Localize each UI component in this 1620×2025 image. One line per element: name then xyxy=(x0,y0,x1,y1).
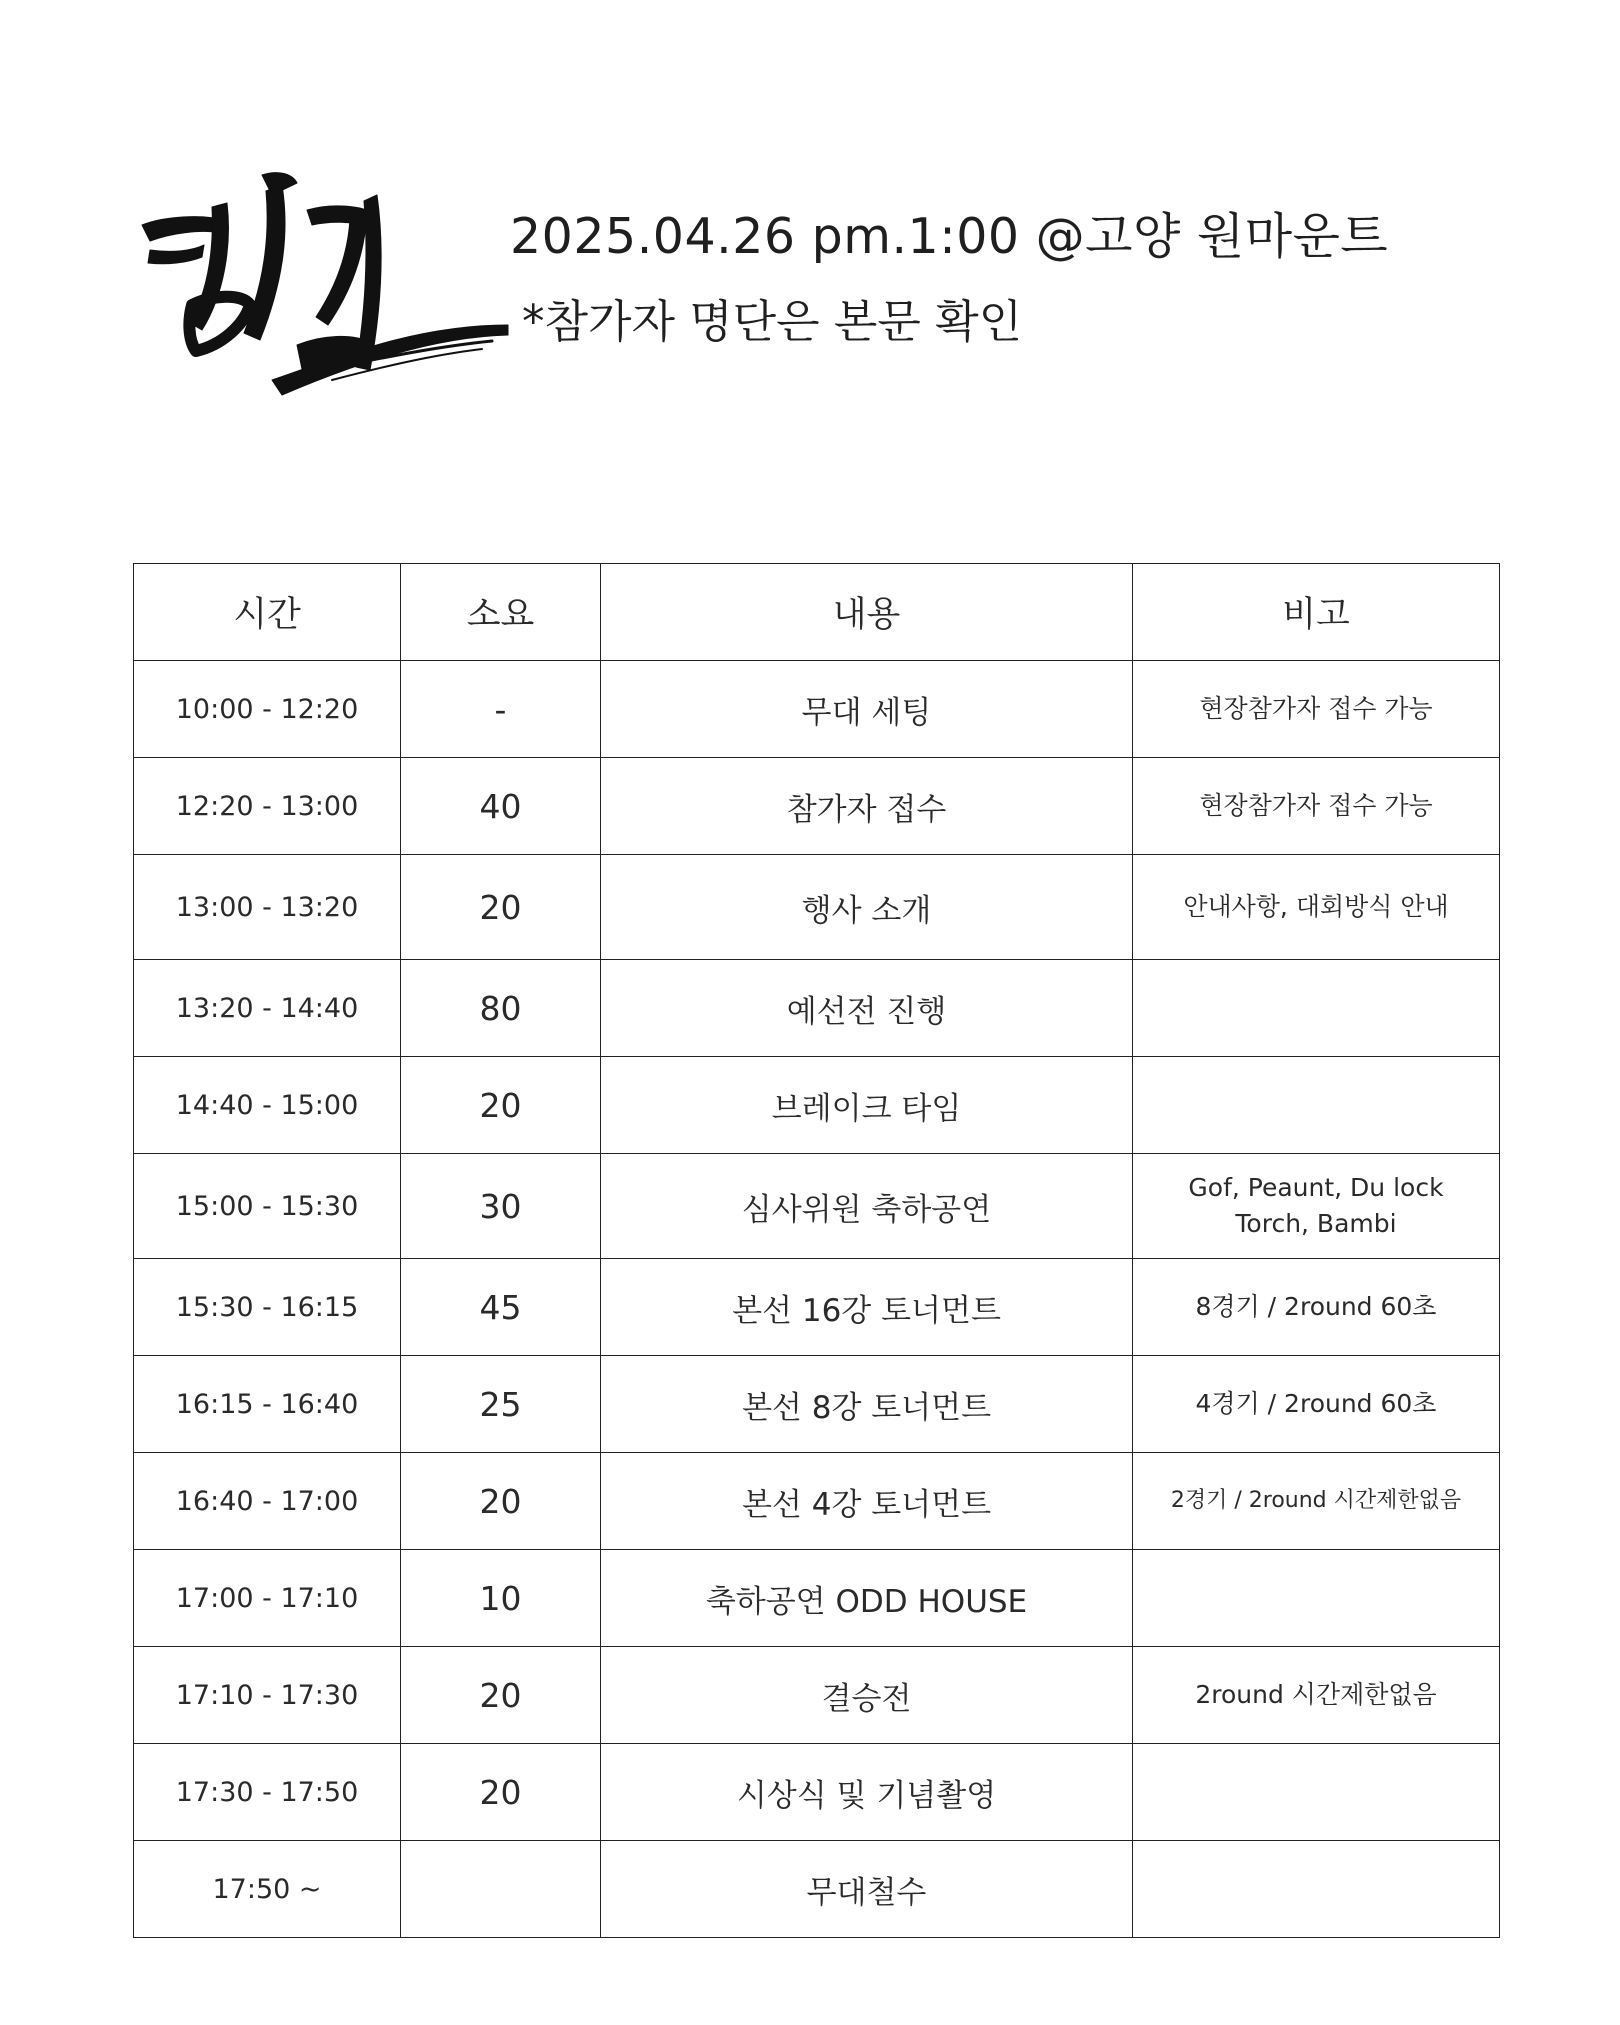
note-cell: 4경기 / 2round 60초 xyxy=(1133,1356,1500,1453)
note-line: Gof, Peaunt, Du lock xyxy=(1188,1172,1444,1202)
duration-cell: 25 xyxy=(401,1356,601,1453)
content-cell: 본선 4강 토너먼트 xyxy=(601,1453,1133,1550)
content-cell: 본선 8강 토너먼트 xyxy=(601,1356,1133,1453)
time-cell: 14:40 - 15:00 xyxy=(134,1057,401,1154)
note-cell: 현장참가자 접수 가능 xyxy=(1133,661,1500,758)
column-header-time: 시간 xyxy=(134,564,401,661)
time-cell: 12:20 - 13:00 xyxy=(134,758,401,855)
table-row xyxy=(134,1744,1500,1841)
note-cell xyxy=(1133,960,1500,1057)
table-row xyxy=(134,855,1500,960)
content-cell: 브레이크 타임 xyxy=(601,1057,1133,1154)
event-date-location: 2025.04.26 pm.1:00 @고양 원마운트 xyxy=(510,208,1389,265)
table-row xyxy=(134,758,1500,855)
duration-cell: 40 xyxy=(401,758,601,855)
time-cell: 17:50 ~ xyxy=(134,1841,401,1938)
time-cell: 15:30 - 16:15 xyxy=(134,1259,401,1356)
table-row xyxy=(134,1550,1500,1647)
column-header-note: 비고 xyxy=(1133,564,1500,661)
note-cell xyxy=(1133,1154,1500,1259)
note-cell: 안내사항, 대회방식 안내 xyxy=(1133,855,1500,960)
content-cell: 예선전 진행 xyxy=(601,960,1133,1057)
time-cell: 17:30 - 17:50 xyxy=(134,1744,401,1841)
content-cell: 참가자 접수 xyxy=(601,758,1133,855)
table-row xyxy=(134,1259,1500,1356)
table-row xyxy=(134,1647,1500,1744)
content-cell: 무대철수 xyxy=(601,1841,1133,1938)
duration-cell: 30 xyxy=(401,1154,601,1259)
table-row xyxy=(134,1057,1500,1154)
time-cell: 15:00 - 15:30 xyxy=(134,1154,401,1259)
note-cell: 2round 시간제한없음 xyxy=(1133,1647,1500,1744)
time-cell: 16:40 - 17:00 xyxy=(134,1453,401,1550)
note-line: Torch, Bambi xyxy=(1235,1209,1397,1238)
duration-cell: 20 xyxy=(401,1744,601,1841)
duration-cell: 20 xyxy=(401,1057,601,1154)
content-cell: 결승전 xyxy=(601,1647,1133,1744)
time-cell: 17:00 - 17:10 xyxy=(134,1550,401,1647)
content-cell: 본선 16강 토너먼트 xyxy=(601,1259,1133,1356)
table-row xyxy=(134,1453,1500,1550)
content-cell: 시상식 및 기념촬영 xyxy=(601,1744,1133,1841)
note-cell xyxy=(1133,1057,1500,1154)
content-cell: 축하공연 ODD HOUSE xyxy=(601,1550,1133,1647)
time-cell: 13:20 - 14:40 xyxy=(134,960,401,1057)
duration-cell xyxy=(401,1841,601,1938)
duration-cell: 20 xyxy=(401,1453,601,1550)
note-cell xyxy=(1133,1744,1500,1841)
note-cell: 2경기 / 2round 시간제한없음 xyxy=(1133,1453,1500,1550)
table-row xyxy=(134,1841,1500,1938)
duration-cell: - xyxy=(401,661,601,758)
schedule-table xyxy=(133,563,1500,1938)
column-header-duration: 소요 xyxy=(401,564,601,661)
content-cell: 심사위원 축하공연 xyxy=(601,1154,1133,1259)
duration-cell: 10 xyxy=(401,1550,601,1647)
content-cell: 행사 소개 xyxy=(601,855,1133,960)
time-cell: 10:00 - 12:20 xyxy=(134,661,401,758)
note-cell: 현장참가자 접수 가능 xyxy=(1133,758,1500,855)
note-cell: 8경기 / 2round 60초 xyxy=(1133,1259,1500,1356)
column-header-content: 내용 xyxy=(601,564,1133,661)
duration-cell: 80 xyxy=(401,960,601,1057)
table-row xyxy=(134,1356,1500,1453)
duration-cell: 20 xyxy=(401,1647,601,1744)
time-cell: 16:15 - 16:40 xyxy=(134,1356,401,1453)
duration-cell: 45 xyxy=(401,1259,601,1356)
note-cell xyxy=(1133,1841,1500,1938)
table-row xyxy=(134,1154,1500,1259)
time-cell: 13:00 - 13:20 xyxy=(134,855,401,960)
table-row xyxy=(134,960,1500,1057)
calligraphy-logo xyxy=(132,155,512,420)
content-cell: 무대 세팅 xyxy=(601,661,1133,758)
table-header-row xyxy=(134,564,1500,661)
participant-list-notice: *참가자 명단은 본문 확인 xyxy=(522,295,1023,348)
time-cell: 17:10 - 17:30 xyxy=(134,1647,401,1744)
duration-cell: 20 xyxy=(401,855,601,960)
note-cell xyxy=(1133,1550,1500,1647)
table-row xyxy=(134,661,1500,758)
